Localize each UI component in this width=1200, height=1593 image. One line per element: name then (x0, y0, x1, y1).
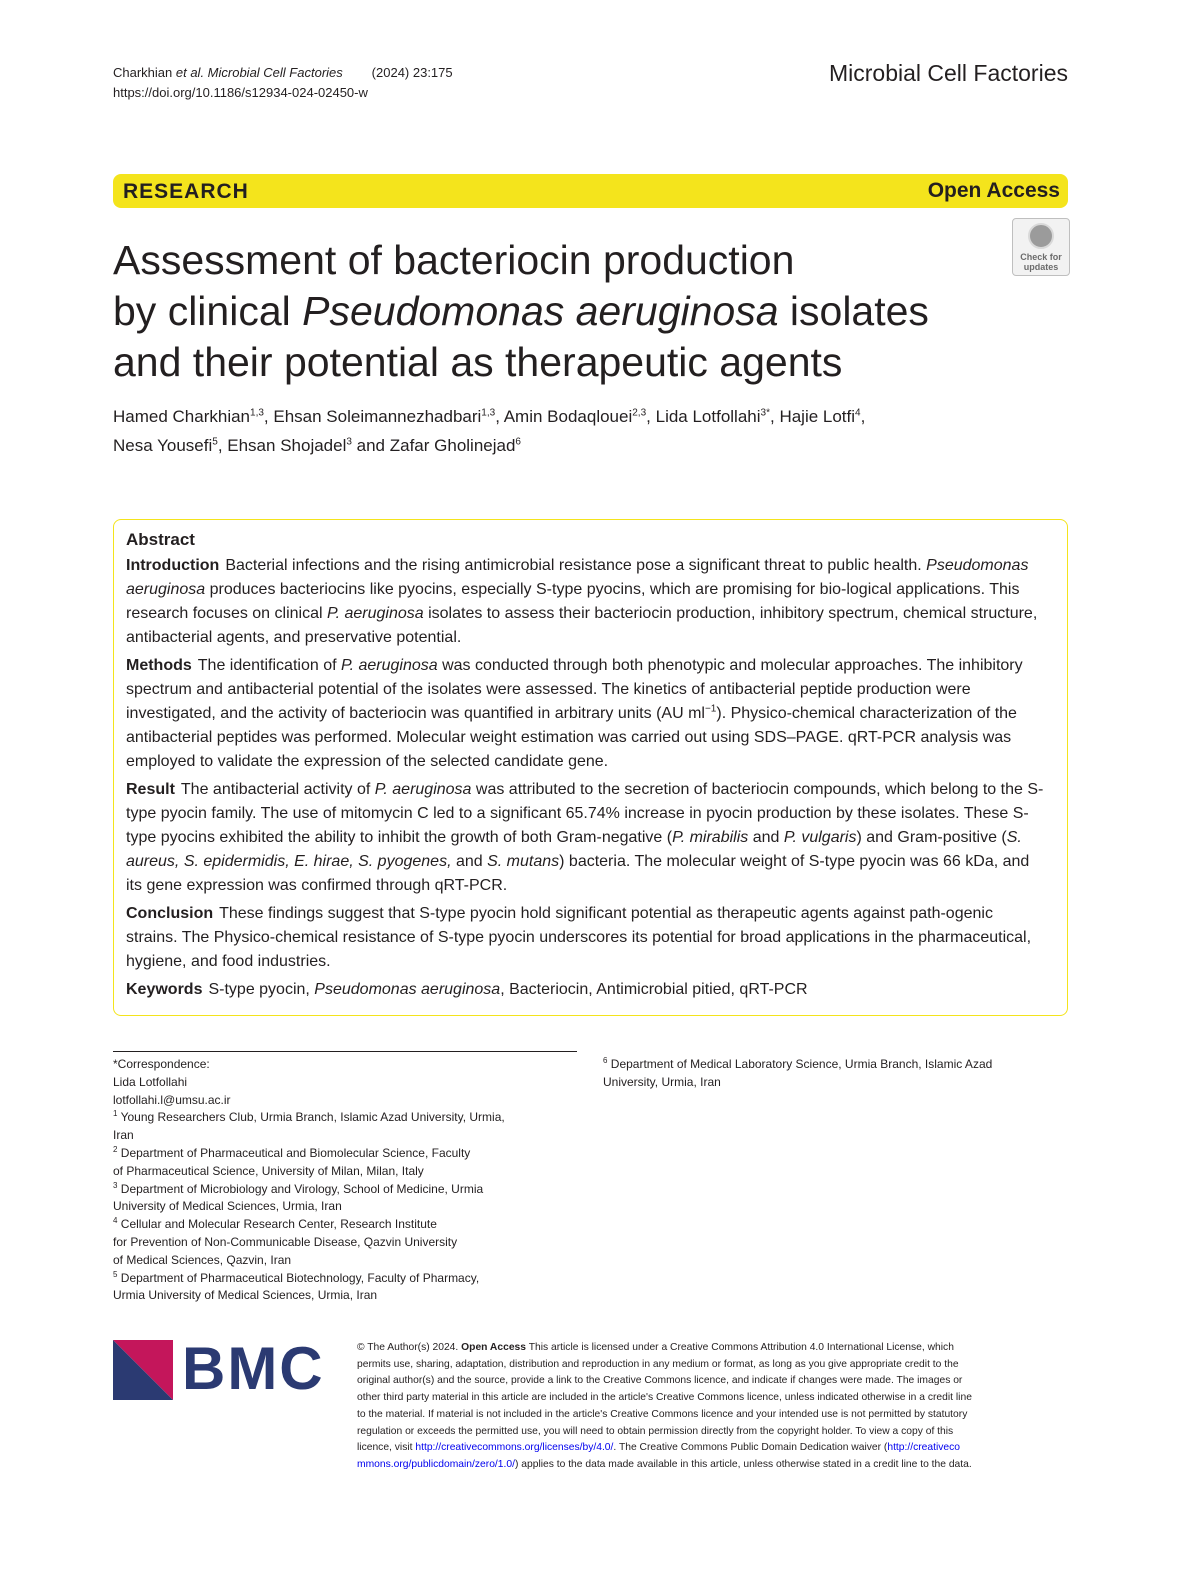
abstract-box (113, 519, 1068, 1016)
running-header (113, 63, 453, 103)
abstract-introduction: Introduction Bacterial infections and the rising antimicrobial resistance pose a significant threat to public health. Pseudomonas aeruginosa produces bacteriocins like pyocins, especially S-type pyocins, which are promising for bio-logical applications. This research focuses on clinical P. aeruginosa isolates to assess their bacteriocin production, inhibitory spectrum, chemical structure, antibacterial agents, and preservative potential. (126, 557, 1038, 646)
open-access-label: Open Access (927, 179, 1060, 202)
affiliations-left: *Correspondence: Lida Lotfollahi lotfollahi.l@umsu.ac.ir $^1$ Young Researchers Club, Urmia Branch, Islamic Azad University, Urmia, Iran $^2$ Department of Pharmaceutical and Biomolecular Science, Faculty of Pharmaceutical Science, University of Milan, Milan, Italy $^3$ Department of Microbiology and Virology, School of Medicine, Urmia University of Medical Sciences, Urmia, Iran $^4$ Cellular and Molecular Research Center, Research Institute for Prevention of Non-Communicable Disease, Qazvin University of Medical Sciences, Qazvin, Iran $^5$ Department of Pharmaceutical Biotechnology, Faculty of Pharmacy, Urmia University of Medical Sciences, Urmia, Iran (113, 1056, 583, 1305)
affiliations-right: $^6$ Department of Medical Laboratory Science, Urmia Branch, Islamic Azad University, Urmia, Iran (603, 1056, 993, 1089)
check-updates-icon (1028, 223, 1054, 249)
journal-name: Microbial Cell Factories (828, 60, 1068, 86)
abstract-result: Result The antibacterial activity of P. aeruginosa was attributed to the secretion of bacteriocin compounds, which belong to the S-type pyocin family. The use of mitomycin C led to a significant 65.74% increase in pyocin production by these isolates. These S-type pyocins exhibited the ability to inhibit the growth of both Gram-negative (P. mirabilis and P. vulgaris) and Gram-positive (S. aureus, S. epidermidis, E. hirae, S. pyogenes, and S. mutans) bacteria. The molecular weight of S-type pyocin was 66 kDa, and its gene expression was confirmed through qRT-PCR. (126, 781, 1044, 894)
article-type-banner (113, 174, 1068, 208)
author[interactable]: Zafar Gholinejad$^6$ (389, 436, 521, 455)
author[interactable]: Nesa Yousefi$^5$ (113, 436, 218, 455)
check-updates-label: Check for updates (1020, 252, 1062, 272)
author[interactable]: Ehsan Soleimannezhadbari$^{1,3}$ (273, 407, 496, 426)
license-text: © The Author(s) 2024. Open Access This article is licensed under a Creative Commons Attribution 4.0 International License, which permits use, sharing, adaptation, distribution and reproduction in any medium or format, as long as you give appropriate credit to the original author(s) and the source, provide a link to the Creative Commons licence, and indicate if changes were made. The images or other third party material in this article are included in the article's Creative Commons licence, unless indicated otherwise in a credit line to the material. If material is not included in the article's Creative Commons licence and your intended use is not permitted by statutory regulation or exceeds the permitted use, you will need to obtain permission directly from the copyright holder. To view a copy of this licence, visit http://creativecommons.org/licenses/by/4.0/. The Creative Commons Public Domain Dedication waiver (http://creativeco mmons.org/publicdomain/zero/1.0/) applies to the data made available in this article, unless otherwise stated in a credit line to the data. (357, 1342, 972, 1470)
article-type: RESEARCH (123, 180, 249, 203)
bmc-logo-text: BMC (182, 1335, 325, 1402)
abstract-conclusion: Conclusion These findings suggest that S-type pyocin hold significant potential as therapeutic agents against path-ogenic strains. The Physico-chemical resistance of S-type pyocin underscores its potential for broad applications in the pharmaceutical, hygiene, and food industries. (126, 905, 1032, 970)
abstract-heading: Abstract (126, 530, 195, 549)
author[interactable]: Ehsan Shojadel$^3$ (227, 436, 352, 455)
author[interactable]: Hamed Charkhian$^{1,3}$ (113, 407, 264, 426)
author[interactable]: Hajie Lotfi$^4$ (779, 407, 861, 426)
cc0-waiver-link-cont[interactable]: mmons.org/publicdomain/zero/1.0/ (357, 1458, 515, 1470)
author[interactable]: Amin Bodaqlouei$^{2,3}$ (503, 407, 647, 426)
check-updates-button[interactable] (1012, 218, 1070, 276)
doi-link[interactable]: https://doi.org/10.1186/s12934-024-02450-w (113, 85, 368, 100)
bmc-logo-icon (113, 1340, 173, 1400)
cc-by-license-link[interactable]: http://creativecommons.org/licenses/by/4.0/ (415, 1442, 614, 1454)
citation-line: Charkhian et al. Microbial Cell Factories (2024) 23:175 (113, 65, 453, 80)
author[interactable]: Lida Lotfollahi$^{3*}$ (655, 407, 770, 426)
author-list: Hamed Charkhian$^{1,3}$, Ehsan Soleimannezhadbari$^{1,3}$, Amin Bodaqlouei$^{2,3}$, Lida Lotfollahi$^{3*}$, Hajie Lotfi$^4$, Nesa Yousefi$^5$, Ehsan Shojadel$^3$ and Zafar Gholinejad$^6$ (113, 407, 866, 455)
abstract-keywords: Keywords S-type pyocin, Pseudomonas aeruginosa, Bacteriocin, Antimicrobial pitied, qRT-PCR (126, 981, 808, 998)
abstract-methods: Methods The identification of P. aeruginosa was conducted through both phenotypic and molecular approaches. The inhibitory spectrum and antibacterial potential of the isolates were assessed. The kinetics of antibacterial peptide production were investigated, and the activity of bacteriocin was quantified in arbitrary units (AU $ml^{-1}$). Physico-chemical characterization of the antibacterial peptides was performed. Molecular weight estimation was carried out using SDS–PAGE. qRT-PCR analysis was employed to validate the expression of the selected candidate gene. (126, 657, 1023, 770)
footnote-divider (113, 1051, 577, 1052)
article-title: Assessment of bacteriocin production by clinical Pseudomonas aeruginosa isolates and their potential as therapeutic agents (113, 237, 929, 385)
cc0-waiver-link[interactable]: http://creativeco (887, 1442, 961, 1454)
corresponding-email[interactable]: lotfollahi.l@umsu.ac.ir (113, 1092, 231, 1107)
